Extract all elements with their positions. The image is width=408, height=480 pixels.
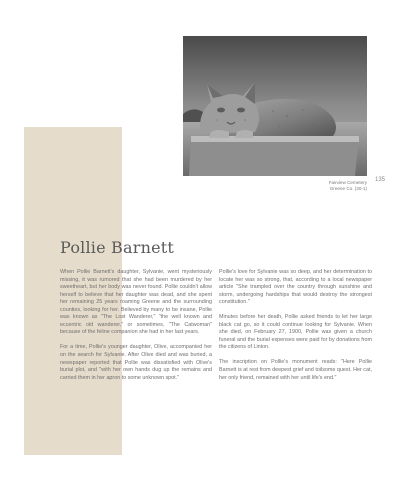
- paragraph: Pollie's love for Sylvanie was so deep, and her determination to locate her was so strong, that, according to a local newspaper article "She trampled over the country through sunshine and storm, undergoing hardships that would destroy the strongest constitution.": [219, 269, 372, 306]
- caption-line: Greene Co. (30-1): [329, 185, 367, 191]
- page-title: Pollie Barnett: [60, 238, 175, 257]
- paragraph: When Pollie Barnett's daughter, Sylvanie, went mysteriously missing, it was rumored that she had been murdered by her sweetheart, but her body was never found. Pollie couldn't allow herself to believe that her daughter was dead, and she spent her remaining 25 years roaming Greene and the surrounding counties, looking for her. Believed by many to be insane, Pollie was known as "The Lost Wanderer," "the well known and eccentric old wanderer," or sometimes, "The Catwoman" because of the feline companion she had in her last years.: [60, 269, 212, 336]
- left-text-column: [60, 269, 212, 390]
- paragraph: The inscription on Pollie's monument reads: "Here Pollie Barnett is at rest from deepest grief and toilsome quest. Her cat, her only friend, remained with her until life's end.": [219, 359, 372, 381]
- cat-statue-photo: [183, 36, 367, 176]
- photo-caption: [292, 180, 367, 191]
- cat-statue-photo-icon: [183, 36, 367, 176]
- page-number: 135: [374, 177, 385, 183]
- caption-line: Fairview Cemetery: [328, 180, 367, 185]
- paragraph: For a time, Pollie's younger daughter, Olive, accompanied her on the search for Sylvanie. After Olive died and was buried, a newspaper reported that Pollie was dissatisfied with Olive's burial plot, and "with her own hands dug up the remains and carried them in her apron to some unknown spot.": [60, 344, 212, 381]
- paragraph: Minutes before her death, Pollie asked friends to let her large black cat go, so it could continue looking for Sylvanie. When she died, on February 27, 1900, Pollie was given a church funeral and the burial expenses were paid for by donations from the citizens of Linton.: [219, 314, 372, 351]
- right-text-column: [219, 269, 372, 390]
